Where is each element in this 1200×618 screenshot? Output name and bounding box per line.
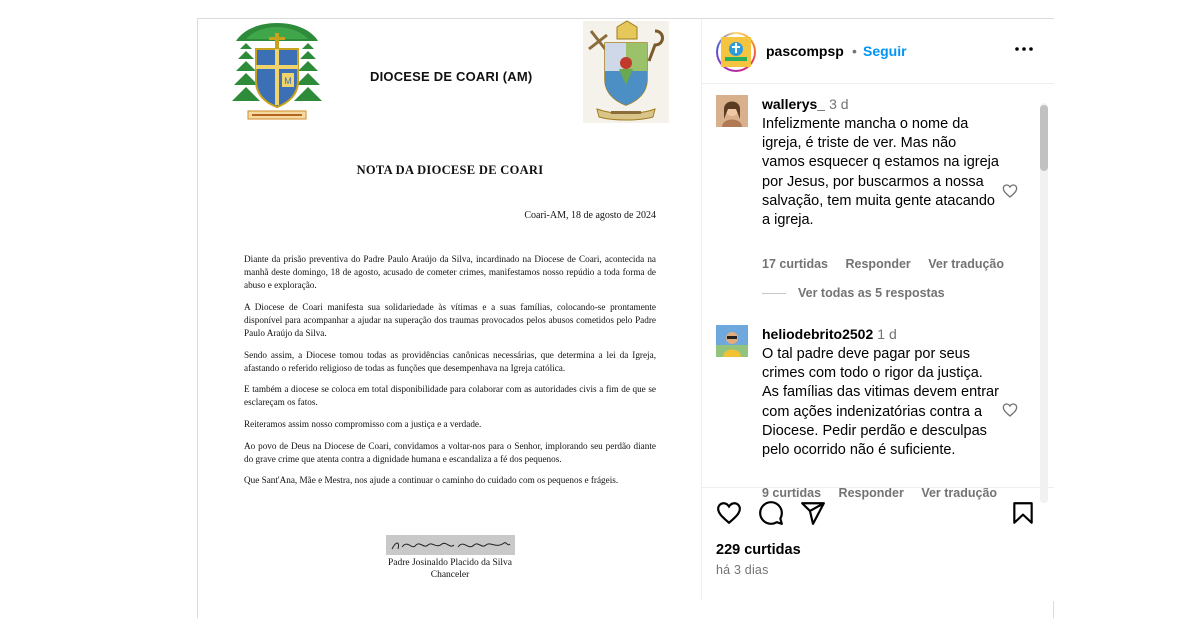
post-actions [702,487,1054,601]
heart-icon[interactable] [1002,183,1018,199]
episcopal-coat-of-arms-icon [232,19,322,123]
note-paragraph: Que Sant'Ana, Mãe e Mestra, nos ajude a continuar o caminho do cuidado com os pequenos e frágeis. [244,475,619,486]
svg-text:M: M [284,76,292,86]
like-heart-icon[interactable] [716,500,742,526]
post-header [702,19,1054,84]
note-paragraph: Ao povo de Deus na Diocese de Coari, convidamos a voltar-nos para o Senhor, implorando seu perdão diante do grave crime que atenta contra a dignidade humana e escandaliza a fé dos pequenos. [244,440,656,464]
share-icon[interactable] [800,500,826,526]
comment-username[interactable]: heliodebrito2502 [762,326,874,342]
note-title: NOTA DA DIOCESE DE COARI [356,163,544,177]
translate-button[interactable]: Ver tradução [921,486,998,500]
signer-role: Chanceler [430,570,470,580]
comment-text: Infelizmente mancha o nome da igreja, é triste de ver. Mas não vamos esquecer q estamos na igreja por Jesus, por buscarmos a nossa salvação, tem muita gente atacando a igreja. [762,116,999,229]
diocese-note-document [198,19,702,601]
note-paragraph: Diante da prisão preventiva do Padre Paulo Araújo da Silva, incardinado na Diocese de Coari, acontecida na manhã deste domingo, 18 de agosto, acusado de cometer crimes, manifestamos nosso repúdio a toda forma de abuso e exploração. [244,254,656,291]
comment-icon[interactable] [758,500,784,526]
view-replies-button[interactable] [762,286,945,300]
scrollbar-thumb[interactable] [1040,105,1048,171]
comment-text: O tal padre deve pagar por seus crimes com todo o rigor da justiça. As famílias das vitimas devem entrar com ações indenizatórias contra a Diocese. Pedir perdão e desculpas pelo ocorrido não é suficiente. [762,346,999,459]
comment-meta [762,257,1018,271]
replies-divider [762,293,786,294]
reply-button[interactable]: Responder [838,486,904,500]
post-sidebar [702,19,1054,601]
follow-button[interactable]: Seguir [863,43,907,59]
instagram-post [197,18,1054,618]
comment-avatar[interactable] [716,95,748,127]
comments-list[interactable] [702,85,1054,500]
post-likes-count[interactable]: 229 curtidas [716,542,801,558]
comments-scrollbar[interactable] [1040,103,1048,503]
heart-icon[interactable] [1002,402,1018,418]
diocese-crest-icon [583,21,669,123]
bookmark-icon[interactable] [1010,500,1036,526]
note-paragraph: A Diocese de Coari manifesta sua solidariedade às vítimas e a suas famílias, colocando-se prontamente disponível para acompanhar a ajudar na superação dos traumas provocados pelos abusos cometidos pelo Padre Paulo Araújo da Silva. [244,301,656,338]
separator-dot: • [852,43,857,59]
comment-username[interactable]: wallerys_ [762,96,826,112]
more-icon[interactable] [1013,38,1035,60]
signer-name: Padre Josinaldo Placido da Silva [387,558,512,568]
reply-button[interactable]: Responder [845,257,911,271]
diocese-title: DIOCESE DE COARI (AM) [370,69,533,84]
comment-avatar[interactable] [716,325,748,357]
comment-time: 3 d [829,96,849,112]
pascom-logo-icon [721,37,751,67]
note-body [244,253,656,496]
comment-likes[interactable]: 17 curtidas [762,257,829,271]
post-author-username[interactable]: pascompsp [766,43,844,59]
post-timestamp[interactable]: há 3 dias [716,563,769,577]
note-paragraph: Sendo assim, a Diocese tomou todas as providências canônicas necessárias, que determina a lei da Igreja, afastando o referido religioso de todas as funções que desempenhava na Igreja católica. [244,349,656,373]
post-image[interactable] [198,19,702,601]
comment-time: 1 d [877,326,897,342]
profile-avatar[interactable] [716,32,756,72]
note-date: Coari-AM, 18 de agosto de 2024 [524,210,656,221]
comment-likes[interactable]: 9 curtidas [762,486,822,500]
view-replies-label: Ver todas as 5 respostas [798,286,945,300]
handwritten-signature [386,535,515,555]
note-paragraph: Reiteramos assim nosso compromisso com a justiça e a verdade. [244,418,482,429]
translate-button[interactable]: Ver tradução [928,257,1005,271]
note-paragraph: E também a diocese se coloca em total disponibilidade para colaborar com as autoridades civis a fim de que se esclareçam os fatos. [244,384,656,408]
